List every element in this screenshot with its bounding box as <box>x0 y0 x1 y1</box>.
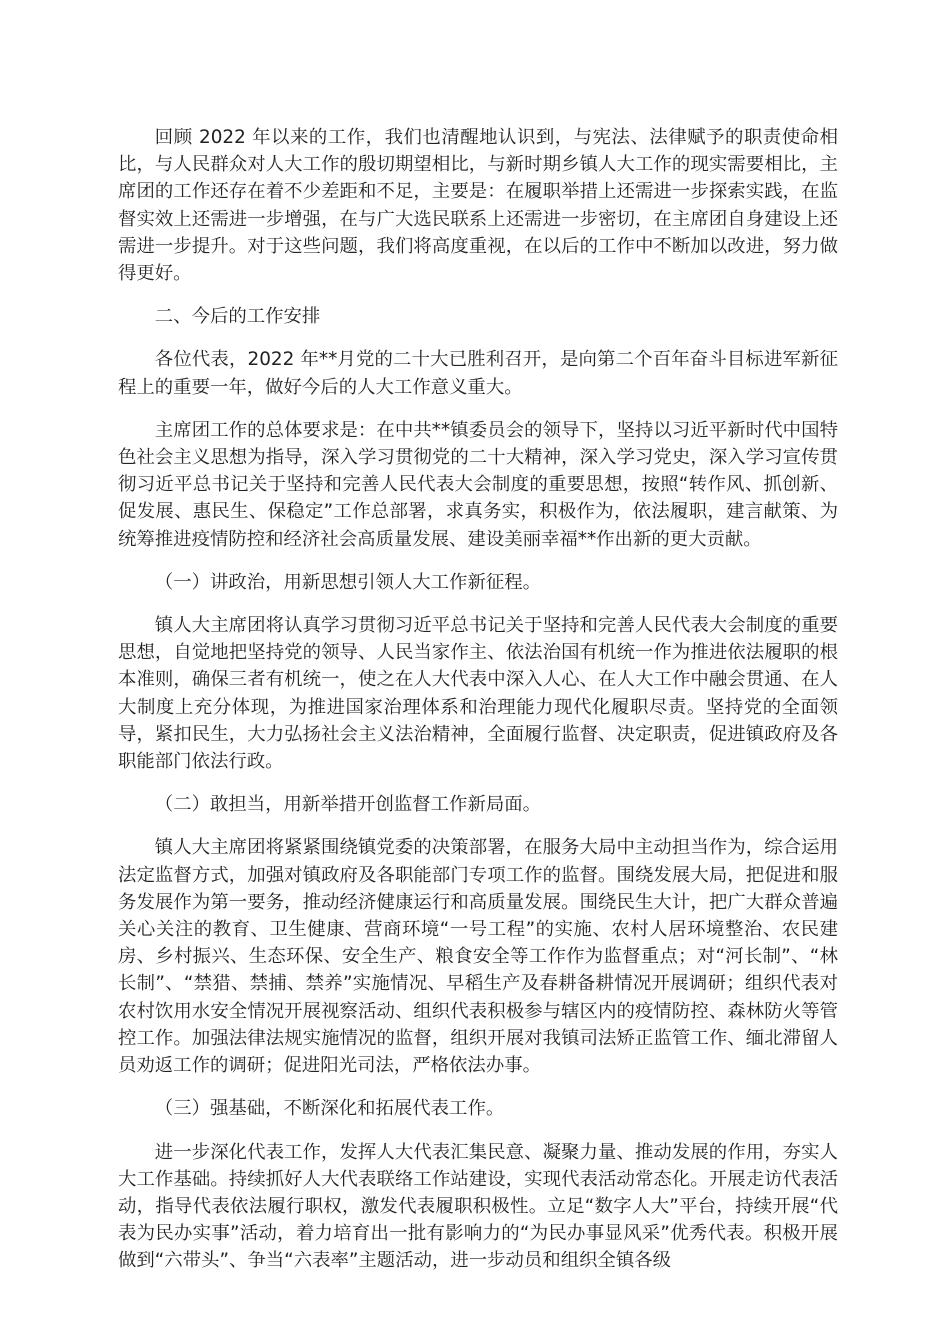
body-paragraph: 回顾 2022 年以来的工作，我们也清醒地认识到，与宪法、法律赋予的职责使命相比，与人民群众对人大工作的殷切期望相比，与新时期乡镇人大工作的现实需要相比，主席团的工作还存在着不少差距和不足，主要是：在履职举措上还需进一步探索实践，在监督实效上还需进一步增强，在与广大选民联系上还需进一步密切，在主席团自身建设上还需进一步提升。对于这些问题，我们将高度重视，在以后的工作中不断加以改进，努力做得更好。 <box>118 127 838 285</box>
body-paragraph: 主席团工作的总体要求是：在中共**镇委员会的领导下，坚持以习近平新时代中国特色社会主义思想为指导，深入学习贯彻党的二十大精神，深入学习党史，深入学习宣传贯彻习近平总书记关于坚持和完善人民代表大会制度的重要思想，按照“转作风、抓创新、促发展、惠民生、保稳定”工作总部署，求真务实，积极作为，依法履职，建言献策、为统筹推进疫情防控和经济社会高质量发展、建设美丽幸福**作出新的更大贡献。 <box>118 419 838 550</box>
body-paragraph: 进一步深化代表工作，发挥人大代表汇集民意、凝聚力量、推动发展的作用，夯实人大工作基础。持续抓好人大代表联络工作站建设，实现代表活动常态化。开展走访代表活动，指导代表依法履行职权，激发代表履职积极性。立足“数字人大”平台，持续开展“代表为民办实事”活动，着力培育出一批有影响力的“为民办事显风采”优秀代表。积极开展做到“六带头”、争当“六表率”主题活动，进一步动员和组织全镇各级 <box>118 1141 838 1272</box>
subsection-heading: （三）强基础，不断深化和拓展代表工作。 <box>154 1098 505 1120</box>
subsection-heading: （一）讲政治，用新思想引领人大工作新征程。 <box>154 571 542 593</box>
body-paragraph: 镇人大主席团将紧紧围绕镇党委的决策部署，在服务大局中主动担当作为，综合运用法定监督方式，加强对镇政府及各职能部门专项工作的监督。围绕发展大局，把促进和服务发展作为第一要务，推动经济健康运行和高质量发展。围绕民生大计，把广大群众普遍关心关注的教育、卫生健康、营商环境“一号工程”的实施、农村人居环境整治、农民建房、乡村振兴、生态环保、安全生产、粮食安全等工作作为监督重点；对“河长制”、“林长制”、“禁猎、禁捕、禁养”实施情况、早稻生产及春耕备耕情况开展调研；组织代表对农村饮用水安全情况开展视察活动、组织代表积极参与辖区内的疫情防控、森林防火等管控工作。加强法律法规实施情况的监督，组织开展对我镇司法矫正监管工作、缅北滞留人员劝返工作的调研；促进阳光司法，严格依法办事。 <box>118 837 838 1077</box>
subsection-heading: （二）敢担当，用新举措开创监督工作新局面。 <box>154 794 542 816</box>
body-paragraph: 镇人大主席团将认真学习贯彻习近平总书记关于坚持和完善人民代表大会制度的重要思想，自觉地把坚持党的领导、人民当家作主、依法治国有机统一作为推进依法履职的根本准则，确保三者有机统一，使之在人大代表中深入人心、在人大工作中融会贯通、在人大制度上充分体现，为推进国家治理体系和治理能力现代化履职尽责。坚持党的全面领导，紧扣民生，大力弘扬社会主义法治精神，全面履行监督、决定职责，促进镇政府及各职能部门依法行政。 <box>118 615 838 773</box>
section-heading: 二、今后的工作安排 <box>154 306 321 328</box>
body-paragraph: 各位代表，2022 年**月党的二十大已胜利召开，是向第二个百年奋斗目标进军新征程上的重要一年，做好今后的人大工作意义重大。 <box>118 349 838 398</box>
document-page <box>118 124 838 1291</box>
